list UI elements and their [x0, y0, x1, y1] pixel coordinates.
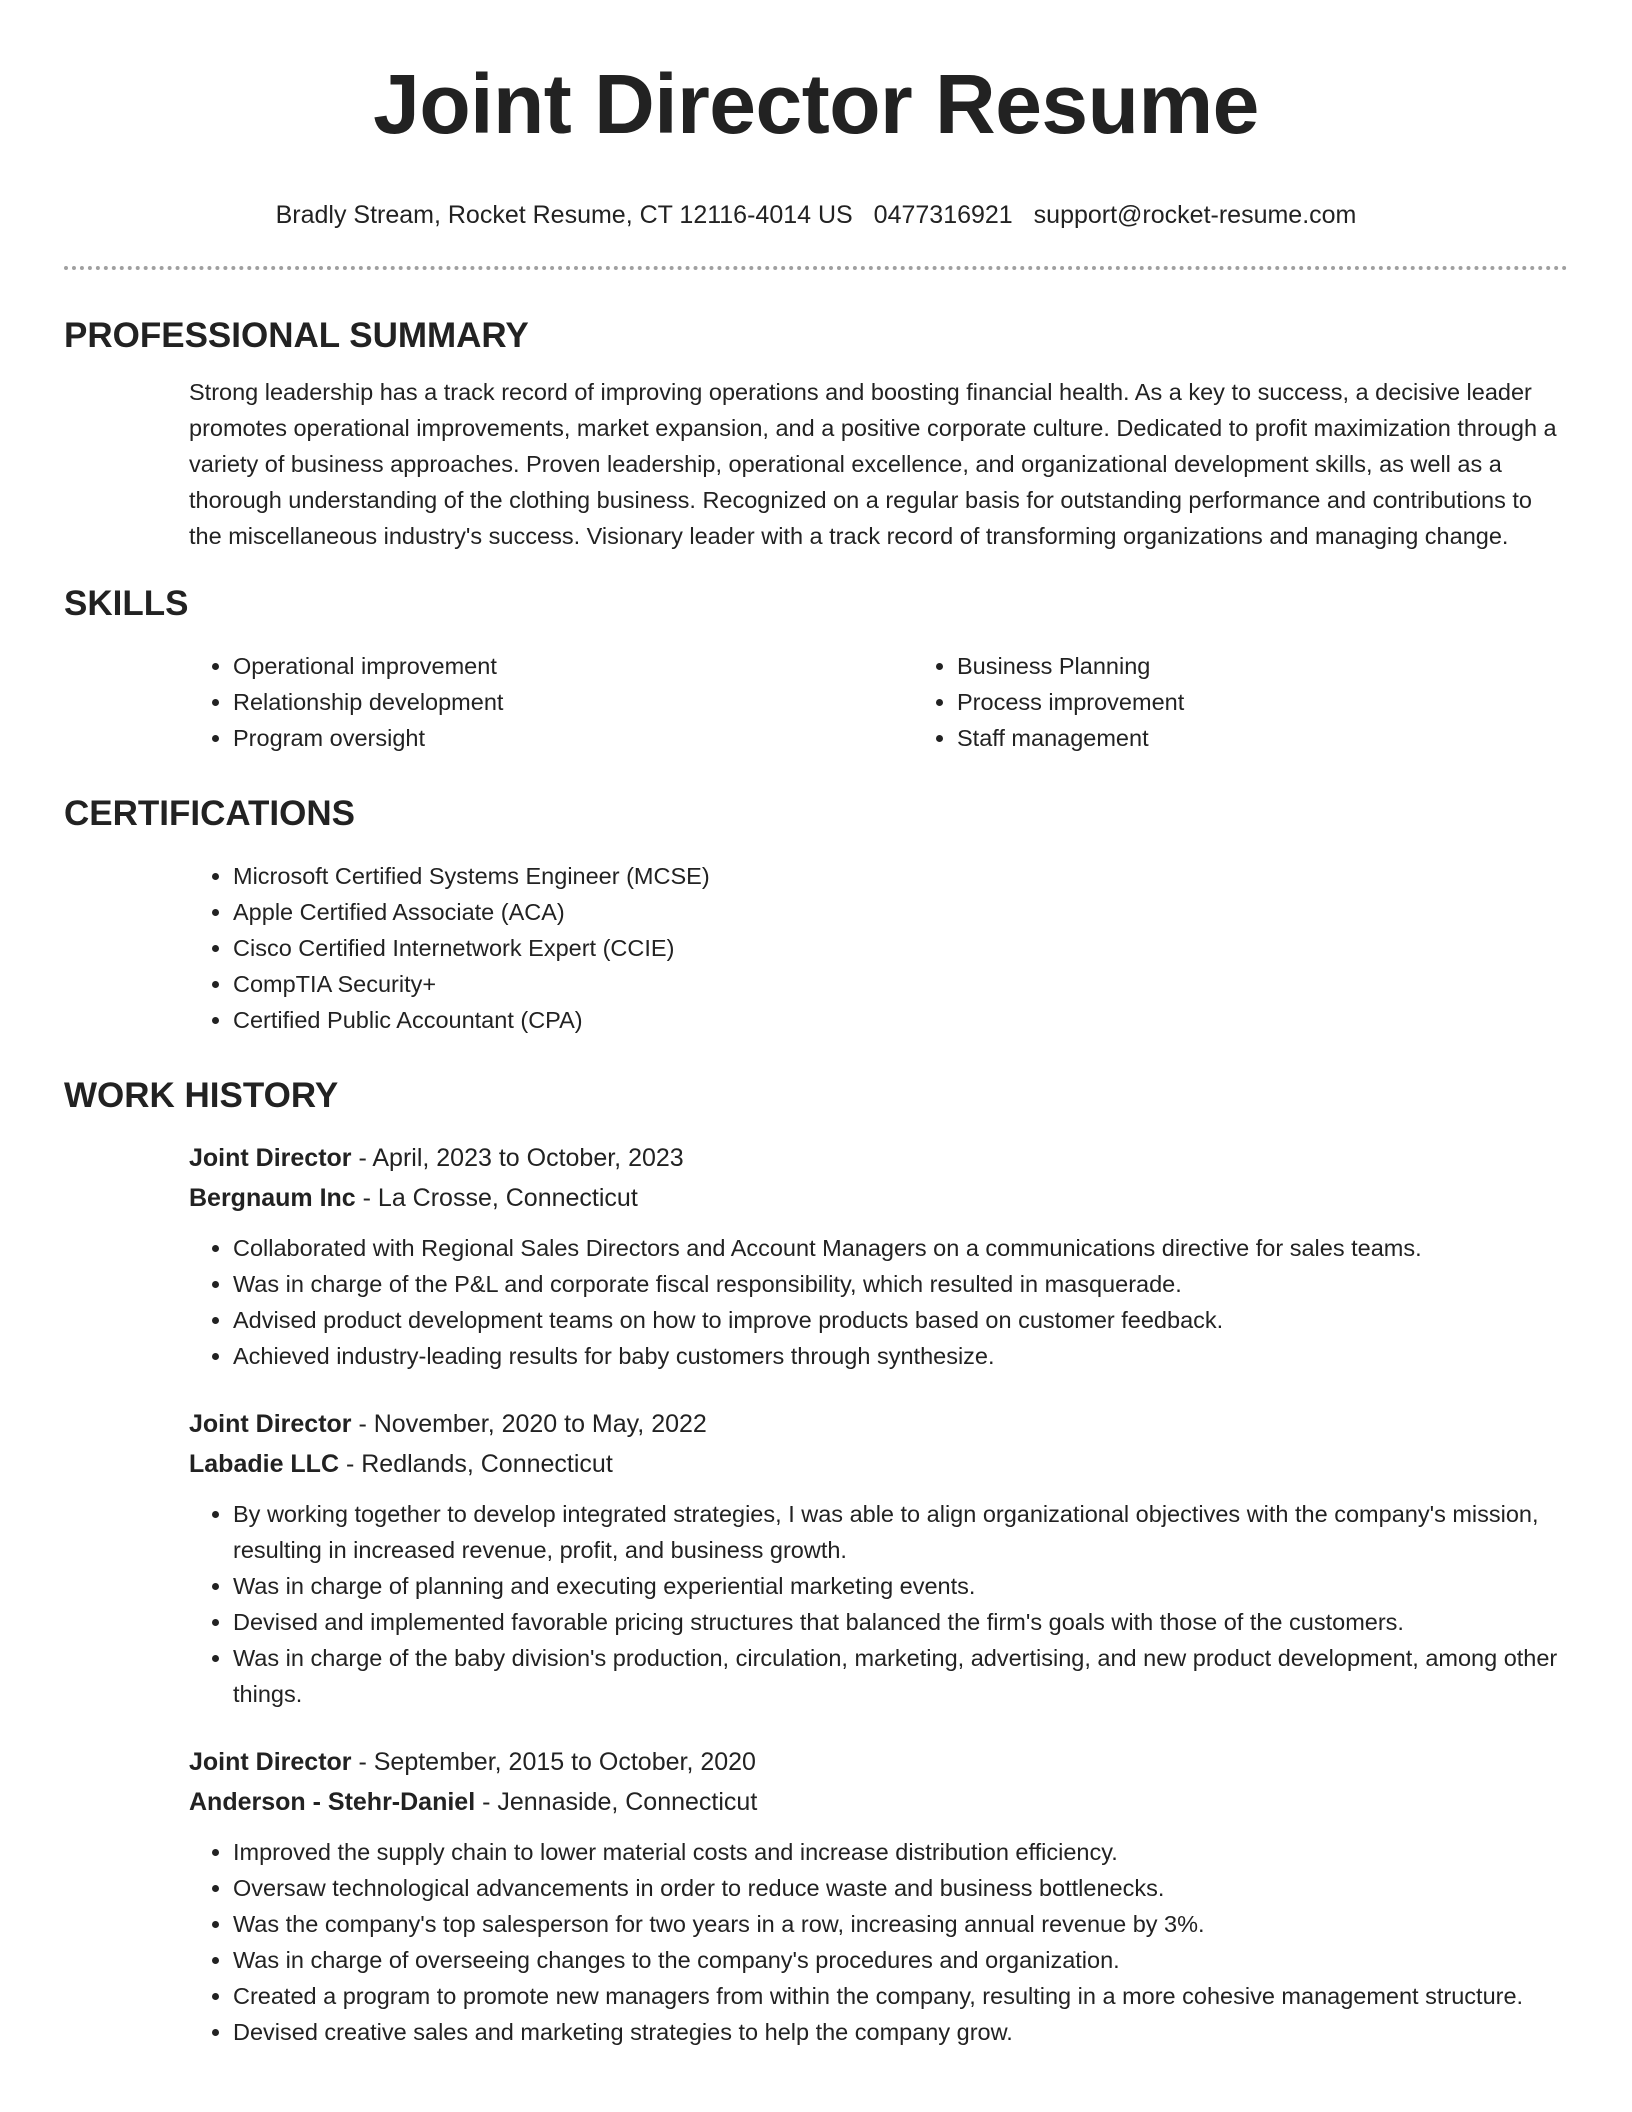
summary-section — [189, 374, 1568, 554]
skills-section — [189, 648, 1568, 756]
job-location: - La Crosse, Connecticut — [355, 1184, 638, 1212]
job-bullet: • Was in charge of planning and executing experiential marketing events. — [233, 1568, 1568, 1604]
header-divider — [64, 266, 1568, 270]
certification-item: • Certified Public Accountant (CPA) — [233, 1002, 1568, 1038]
skills-list-left — [189, 648, 913, 756]
skills-heading: SKILLS — [64, 584, 189, 623]
contact-line — [64, 198, 1568, 232]
contact-phone: 0477316921 — [873, 201, 1013, 229]
skill-item: • Process improvement — [957, 684, 1632, 720]
certifications-list — [189, 858, 1568, 1038]
job-entry — [189, 1404, 1568, 1712]
job-bullet: • Was in charge of overseeing changes to the company's procedures and organization. — [233, 1942, 1568, 1978]
job-title-line — [189, 1404, 1568, 1444]
job-role: Joint Director — [189, 1144, 352, 1172]
job-company: Labadie LLC — [189, 1450, 340, 1478]
job-company-line — [189, 1444, 1568, 1484]
job-company: Bergnaum Inc — [189, 1184, 356, 1212]
resume-title: Joint Director Resume — [373, 57, 1259, 151]
job-role: Joint Director — [189, 1748, 352, 1776]
job-bullet: • Achieved industry-leading results for baby customers through synthesize. — [233, 1338, 1568, 1374]
certification-item: • CompTIA Security+ — [233, 966, 1568, 1002]
certifications-heading: CERTIFICATIONS — [64, 794, 356, 833]
skill-item: • Staff management — [957, 720, 1632, 756]
skill-item: • Operational improvement — [233, 648, 913, 684]
job-bullet: • Was the company's top salesperson for two years in a row, increasing annual revenue by 3%. — [233, 1906, 1568, 1942]
job-location: - Jennaside, Connecticut — [475, 1788, 758, 1816]
job-bullet: • Devised and implemented favorable pricing structures that balanced the firm's goals with those of the customers. — [233, 1604, 1568, 1640]
skill-item: • Program oversight — [233, 720, 913, 756]
contact-email: support@rocket-resume.com — [1033, 201, 1357, 229]
job-bullets — [189, 1230, 1568, 1374]
job-role: Joint Director — [189, 1410, 352, 1438]
job-dates: - April, 2023 to October, 2023 — [351, 1144, 684, 1172]
job-company-line — [189, 1178, 1568, 1218]
job-entry — [189, 1742, 1568, 2050]
job-company-line — [189, 1782, 1568, 1822]
certification-item: • Cisco Certified Internetwork Expert (CCIE) — [233, 930, 1568, 966]
work-history-heading: WORK HISTORY — [64, 1076, 339, 1115]
job-bullets — [189, 1834, 1568, 2050]
certification-item: • Microsoft Certified Systems Engineer (MCSE) — [233, 858, 1568, 894]
job-bullet: • Was in charge of the P&L and corporate fiscal responsibility, which resulted in masquerade. — [233, 1266, 1568, 1302]
job-bullet: • Improved the supply chain to lower material costs and increase distribution efficiency. — [233, 1834, 1568, 1870]
job-location: - Redlands, Connecticut — [339, 1450, 613, 1478]
skills-grid — [189, 648, 1568, 756]
contact-address: Bradly Stream, Rocket Resume, CT 12116-4014 US — [275, 201, 853, 229]
summary-text: Strong leadership has a track record of improving operations and boosting financial health. As a key to success, a decisive leader promotes operational improvements, market expansion, and a positive corporate culture. Dedicated to profit maximization through a variety of business approaches. Proven leadership, operational excellence, and organizational development skills, as well as a thorough understanding of the clothing business. Recognized on a regular basis for outstanding performance and contributions to the miscellaneous industry's success. Visionary leader with a track record of transforming organizations and managing change. — [189, 379, 1557, 549]
job-bullet: • Advised product development teams on how to improve products based on customer feedback. — [233, 1302, 1568, 1338]
job-bullet: • Was in charge of the baby division's production, circulation, marketing, advertising, and new product development, among other things. — [233, 1640, 1568, 1712]
job-bullet: • Oversaw technological advancements in order to reduce waste and business bottlenecks. — [233, 1870, 1568, 1906]
job-entry — [189, 1138, 1568, 1374]
job-dates: - September, 2015 to October, 2020 — [351, 1748, 756, 1776]
job-bullets — [189, 1496, 1568, 1712]
skill-item: • Relationship development — [233, 684, 913, 720]
job-company: Anderson - Stehr-Daniel — [189, 1788, 476, 1816]
job-bullet: • Devised creative sales and marketing strategies to help the company grow. — [233, 2014, 1568, 2050]
certification-item: • Apple Certified Associate (ACA) — [233, 894, 1568, 930]
job-dates: - November, 2020 to May, 2022 — [351, 1410, 707, 1438]
skills-list-right — [913, 648, 1632, 756]
job-bullet: • By working together to develop integrated strategies, I was able to align organizational objectives with the company's mission, resulting in increased revenue, profit, and business growth. — [233, 1496, 1568, 1568]
job-bullet: • Created a program to promote new managers from within the company, resulting in a more cohesive management structure. — [233, 1978, 1568, 2014]
certifications-section — [189, 858, 1568, 1038]
skill-item: • Business Planning — [957, 648, 1632, 684]
job-title-line — [189, 1742, 1568, 1782]
resume-page — [64, 0, 1568, 2050]
summary-heading: PROFESSIONAL SUMMARY — [64, 316, 529, 355]
job-title-line — [189, 1138, 1568, 1178]
job-bullet: • Collaborated with Regional Sales Directors and Account Managers on a communications directive for sales teams. — [233, 1230, 1568, 1266]
